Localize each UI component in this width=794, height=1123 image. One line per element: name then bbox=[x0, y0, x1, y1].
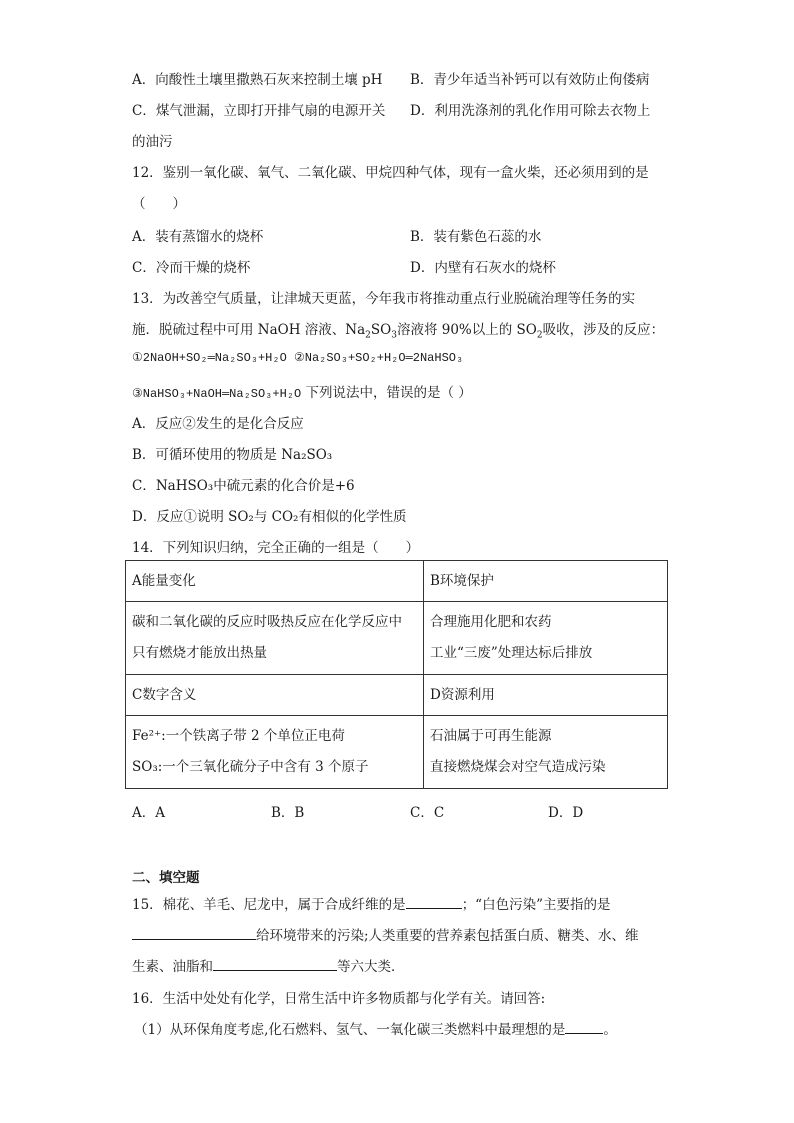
q14-option-d: D．D bbox=[548, 805, 584, 821]
q16-sub1 bbox=[134, 1018, 617, 1038]
q13-stem-line2: 施．脱硫过程中可用 NaOH 溶液、$Na_2SO_3$溶液将 90%以上的 $SO_2$吸收，涉及的反应： bbox=[132, 322, 665, 341]
q15-blank-3[interactable] bbox=[213, 956, 337, 971]
table-cell-c-body bbox=[126, 716, 424, 789]
q15-text-1b: ；“白色污染”主要指的是 bbox=[461, 897, 611, 913]
q13-option-a: A．反应②发生的是化合反应 bbox=[132, 416, 304, 432]
table-cell-b-head: B环境保护 bbox=[424, 561, 668, 602]
table-cell-c-head: C数字含义 bbox=[126, 675, 424, 716]
q14-option-a: A．A bbox=[132, 805, 165, 821]
q13-stem-part-a: 施．脱硫过程中可用 NaOH 溶液、Na bbox=[132, 322, 366, 338]
q16-stem: 16．生活中处处有化学，日常生活中许多物质都与化学有关。请回答: bbox=[132, 991, 546, 1007]
q13-reaction-3: ③NaHSO₃+NaOH═Na₂SO₃+H₂O bbox=[132, 387, 302, 401]
q13-stem-part-c: 溶液将 90%以上的 SO bbox=[396, 322, 537, 338]
q13-option-c: C．NaHSO₃中硫元素的化合价是+6 bbox=[132, 478, 355, 494]
q14-option-c: C．C bbox=[410, 805, 445, 821]
q16-sub1-text: （1）从环保角度考虑,化石燃料、氢气、一氧化碳三类燃料中最理想的是 bbox=[134, 1022, 566, 1038]
table-cell-d-head: D资源利用 bbox=[424, 675, 668, 716]
table-b-line2: 工业“三废”处理达标后排放 bbox=[430, 645, 593, 661]
q13-stem-part-b: SO bbox=[370, 322, 392, 338]
q13-stem-part-d: 吸收，涉及的反应： bbox=[542, 322, 665, 338]
q12-answer-paren: （ ） bbox=[132, 196, 186, 212]
table-cell-a-body bbox=[126, 602, 424, 675]
q14-stem: 14．下列知识归纳，完全正确的一组是（ ） bbox=[132, 540, 420, 556]
q13-option-b: B．可循环使用的物质是 Na₂SO₃ bbox=[132, 447, 333, 463]
q12-option-d: D．内壁有石灰水的烧杯 bbox=[410, 260, 556, 276]
q13-reactions-1-2: ①2NaOH+SO₂═Na₂SO₃+H₂O ②Na₂SO₃+SO₂+H₂O═2NaHSO₃ bbox=[132, 351, 464, 365]
q11-option-c: C．煤气泄漏，立即打开排气扇的电源开关 bbox=[132, 103, 386, 119]
q15-text-2: 给环境带来的污染;人类重要的营养素包括蛋白质、糖类、水、维 bbox=[256, 928, 639, 944]
q16-sub1-end: 。 bbox=[603, 1022, 617, 1038]
q13-stem-line1: 13．为改善空气质量，让津城天更蓝，今年我市将推动重点行业脱硫治理等任务的实 bbox=[132, 291, 636, 307]
q15-line1 bbox=[132, 893, 611, 913]
table-d-line1: 石油属于可再生能源 bbox=[430, 728, 552, 744]
q15-line2 bbox=[132, 924, 639, 944]
q11-option-b: B．青少年适当补钙可以有效防止佝偻病 bbox=[410, 72, 650, 88]
q14-option-b: B．B bbox=[271, 805, 305, 821]
table-cell-a-head: A能量变化 bbox=[126, 561, 424, 602]
q13-reaction-3-line bbox=[132, 381, 472, 401]
table-d-line2: 直接燃烧煤会对空气造成污染 bbox=[430, 759, 606, 775]
q13-option-d: D．反应①说明 SO₂与 CO₂有相似的化学性质 bbox=[132, 509, 407, 525]
q12-option-b: B．装有紫色石蕊的水 bbox=[410, 229, 542, 245]
table-b-line1: 合理施用化肥和农药 bbox=[430, 614, 552, 630]
q13-question: 下列说法中，错误的是（ ） bbox=[305, 385, 472, 401]
q15-blank-2[interactable] bbox=[132, 925, 256, 940]
q15-text-3b: 等六大类． bbox=[337, 959, 405, 975]
q11-option-d-continued: 的油污 bbox=[132, 134, 173, 150]
q15-line3 bbox=[132, 955, 405, 975]
table-cell-b-body bbox=[424, 602, 668, 675]
table-c-line1: Fe²⁺:一个铁离子带 2 个单位正电荷 bbox=[132, 728, 345, 744]
q12-option-a: A．装有蒸馏水的烧杯 bbox=[132, 229, 264, 245]
q16-blank-1[interactable] bbox=[565, 1019, 603, 1034]
table-a-line1: 碳和二氧化碳的反应时吸热反应在化学反应中 bbox=[132, 614, 402, 630]
q12-stem: 12．鉴别一氧化碳、氧气、二氧化碳、甲烷四种气体，现有一盒火柴，还必须用到的是 bbox=[132, 165, 649, 181]
q15-text-3a: 生素、油脂和 bbox=[132, 959, 213, 975]
table-a-line2: 只有燃烧才能放出热量 bbox=[132, 645, 267, 661]
table-cell-d-body bbox=[424, 716, 668, 789]
knowledge-table bbox=[125, 560, 668, 789]
q15-blank-1[interactable] bbox=[406, 894, 462, 909]
q11-option-d: D．利用洗涤剂的乳化作用可除去衣物上 bbox=[410, 103, 651, 119]
table-c-line2: SO₃:一个三氧化硫分子中含有 3 个原子 bbox=[132, 759, 369, 775]
q12-option-c: C．冷而干燥的烧杯 bbox=[132, 260, 251, 276]
q11-option-a: A．向酸性土壤里撒熟石灰来控制土壤 pH bbox=[132, 72, 383, 88]
section-title: 二、填空题 bbox=[132, 870, 200, 886]
q15-text-1a: 15．棉花、羊毛、尼龙中，属于合成纤维的是 bbox=[132, 897, 406, 913]
